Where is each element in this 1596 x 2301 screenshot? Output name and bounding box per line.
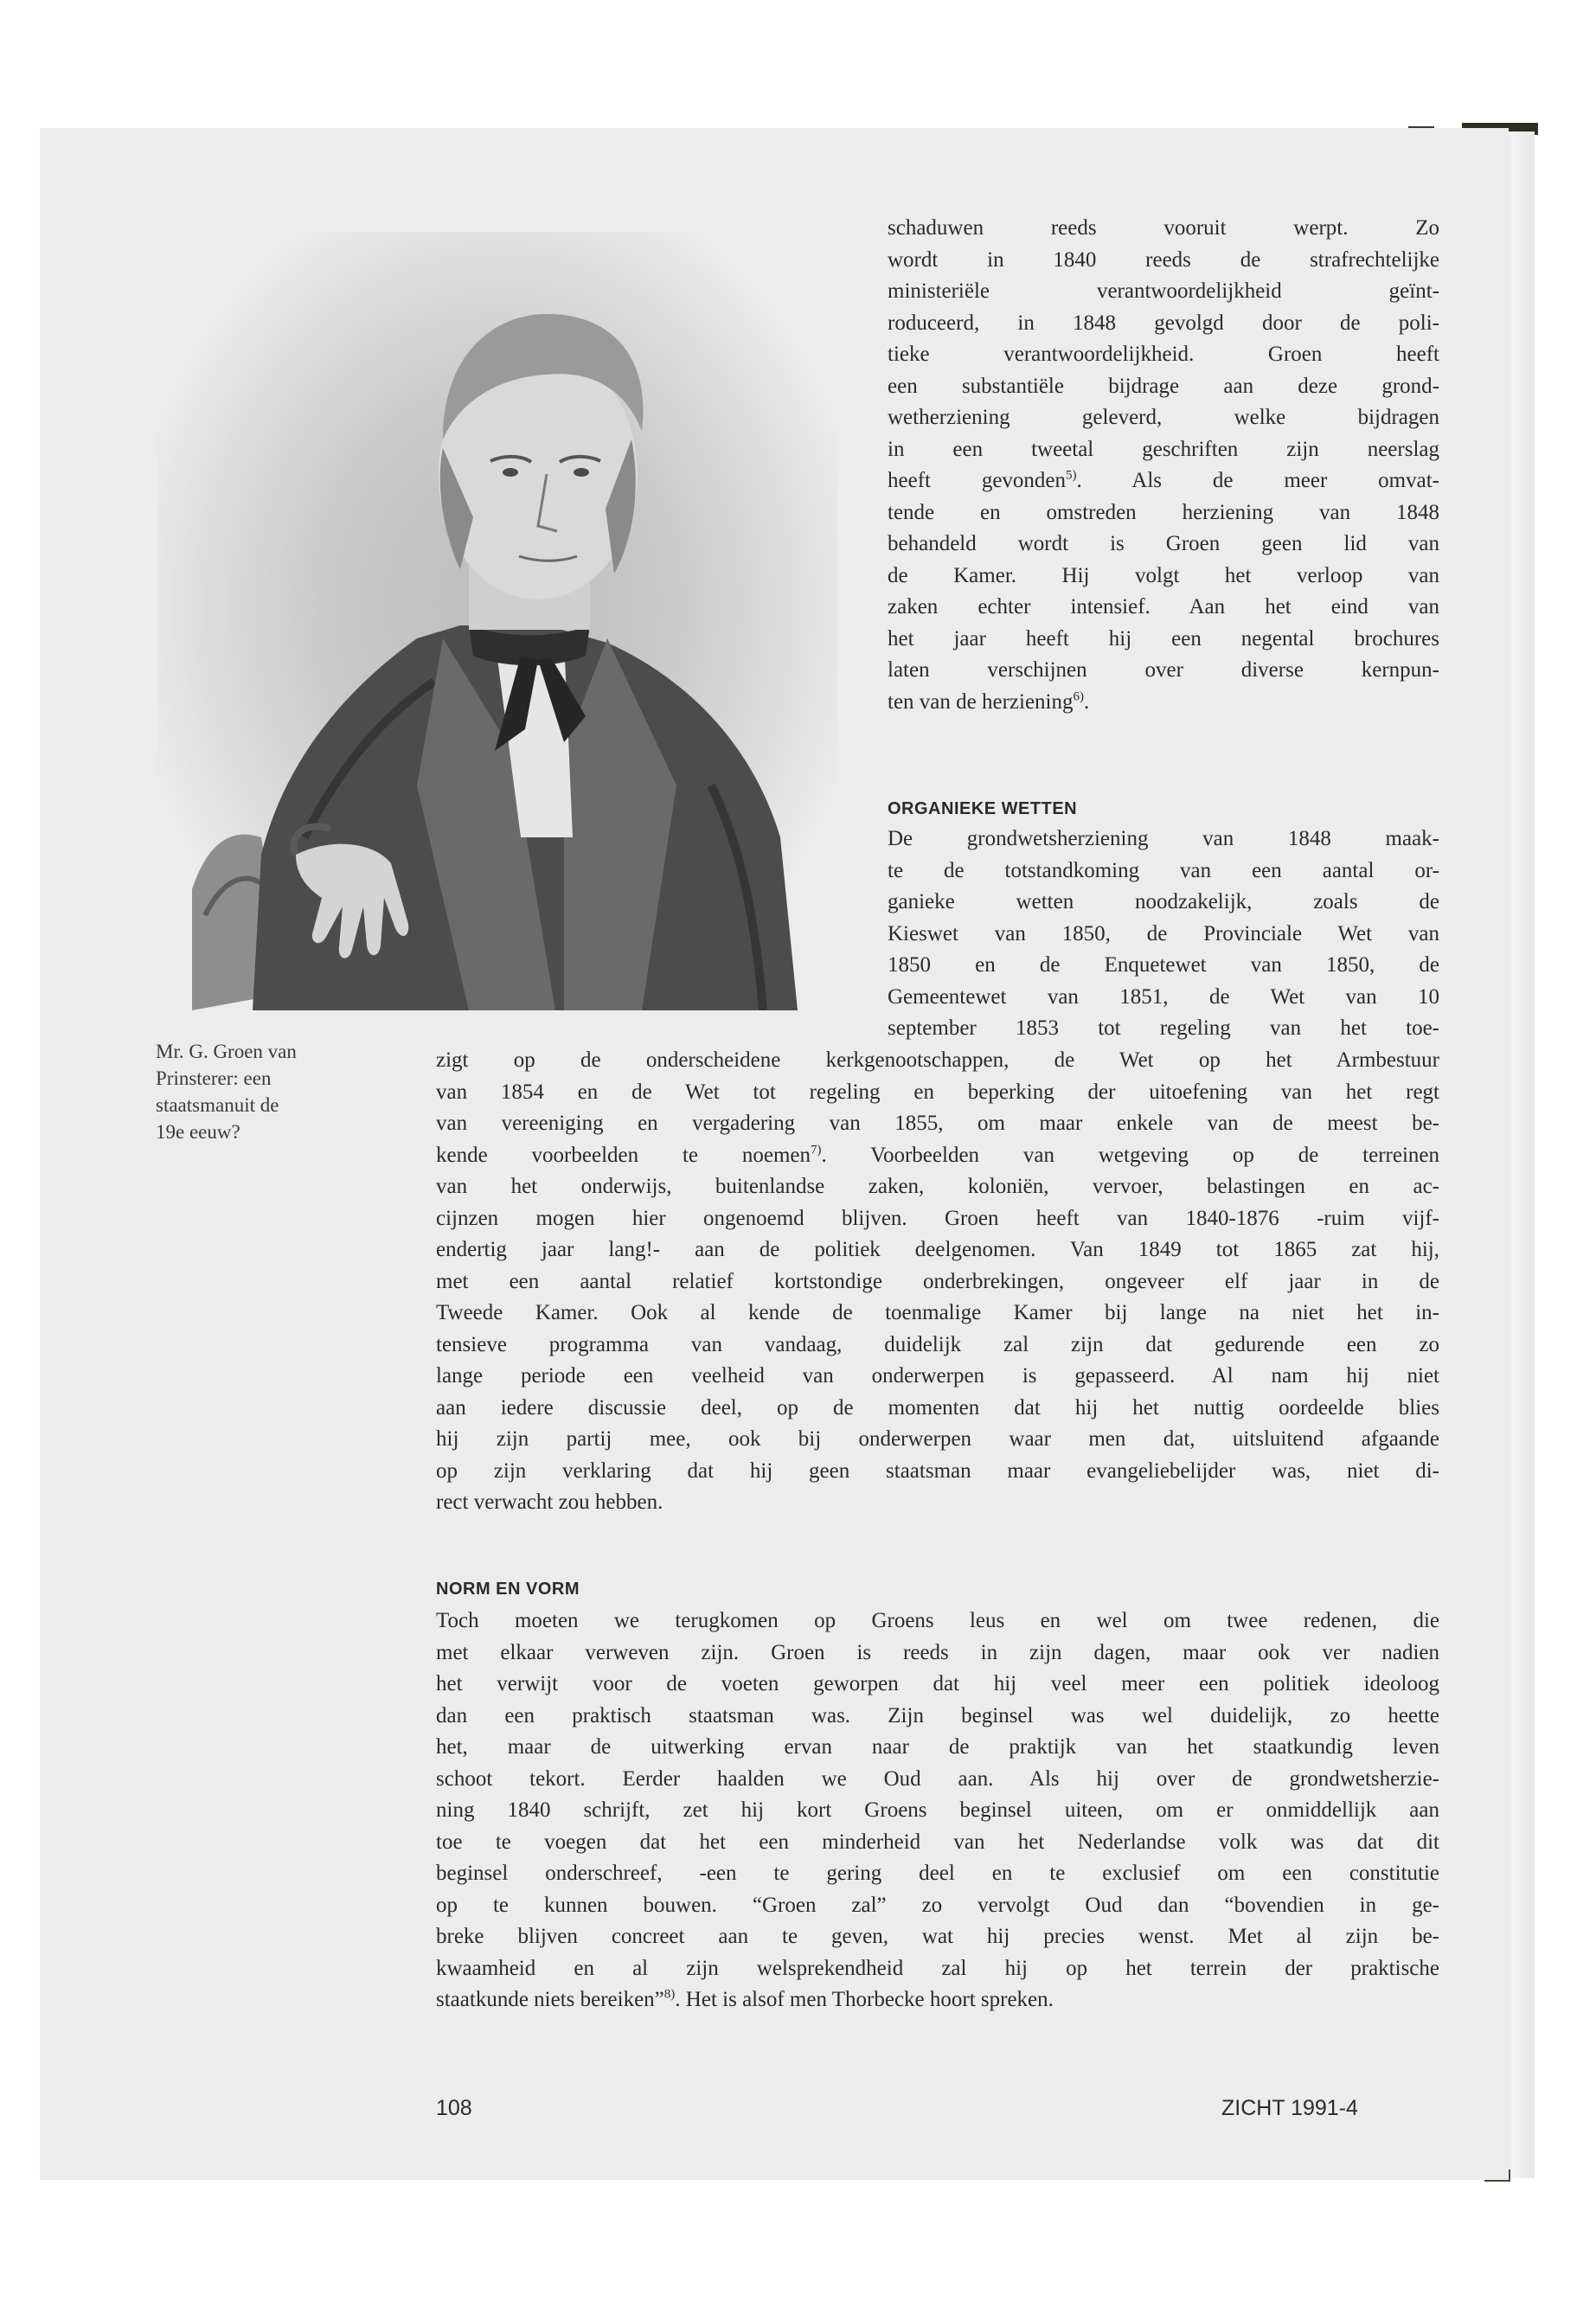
text-line [436, 1894, 1439, 1918]
text-line-content: lange periode een veelheid van onderwerpen is gepasseerd. Al nam hij niet [436, 1364, 1439, 1388]
text-line-content: een substantiële bijdrage aan deze grond- [888, 374, 1439, 398]
text-line-content: tieke verantwoordelijkheid. Groen heeft [888, 343, 1439, 366]
text-line [888, 343, 1439, 367]
text-line [888, 248, 1439, 272]
text-line-content: rect verwacht zou hebben. [436, 1490, 663, 1514]
text-line [436, 1427, 1439, 1452]
caption-line: staatsmanuit de [156, 1094, 279, 1116]
text-line [436, 1988, 1439, 2012]
text-line-content: tende en omstreden herziening van 1848 [888, 500, 1439, 524]
footnote-reference: 5) [1066, 468, 1077, 483]
text-line-content: schoot tekort. Eerder haalden we Oud aan. Als hij over de grondwetsherzie- [436, 1766, 1439, 1791]
text-line-content: september 1853 tot regeling van het toe- [888, 1016, 1439, 1040]
caption-line: Mr. G. Groen van [156, 1041, 297, 1062]
text-line [436, 1767, 1439, 1791]
text-line-content: dan een praktisch staatsman was. Zijn beginsel was wel duidelijk, zo heette [436, 1703, 1439, 1727]
text-line-continuation: . [1084, 689, 1090, 714]
text-line [888, 953, 1439, 977]
text-line [888, 469, 1439, 493]
text-line-content: aan iedere discussie deel, op de momenten dat hij het nuttig oordeelde blies [436, 1395, 1439, 1420]
text-line-content: het verwijt voor de voeten geworpen dat hij veel meer een politiek ideoloog [436, 1672, 1439, 1695]
text-line-content: hij zijn partij mee, ook bij onderwerpen waar men dat, uitsluitend afgaande [436, 1427, 1439, 1451]
text-line [888, 406, 1439, 430]
text-line-content: Gemeentewet van 1851, de Wet van 10 [888, 984, 1439, 1009]
text-line [436, 1112, 1439, 1136]
text-line [436, 1080, 1439, 1105]
text-line [436, 1798, 1439, 1823]
text-line-content: kwaamheid en al zijn welsprekendheid zal hij op het terrein der praktische [436, 1956, 1439, 1980]
text-line [888, 595, 1439, 619]
text-line [888, 438, 1439, 462]
text-line [436, 1490, 1439, 1515]
text-line [888, 827, 1439, 851]
text-line-content: Tweede Kamer. Ook al kende de toenmalige Kamer bij lange na niet het in- [436, 1301, 1439, 1324]
text-line [888, 532, 1439, 556]
caption-line: Prinsterer: een [156, 1067, 272, 1089]
text-line-continuation: . Het is alsof men Thorbecke hoort spreken. [675, 1988, 1054, 2011]
text-line [436, 1925, 1439, 1949]
text-line-content: kende voorbeelden te noemen [436, 1143, 811, 1167]
text-line [436, 1175, 1439, 1199]
text-line-content: beginsel onderschreef, -een te gering deel en te exclusief om een constitutie [436, 1862, 1439, 1885]
text-line-content: ganieke wetten noodzakelijk, zoals de [888, 890, 1439, 913]
text-line-content: De grondwetsherziening van 1848 maak- [888, 827, 1439, 850]
text-line [436, 1238, 1439, 1262]
text-line-content: het jaar heeft hij een negental brochures [888, 626, 1439, 651]
text-line-content: tensieve programma van vandaag, duidelijk zal zijn dat gedurende een zo [436, 1332, 1439, 1356]
text-line-content: ten van de herziening [888, 689, 1074, 714]
text-line [888, 279, 1439, 304]
text-line-content: breke blijven concreet aan te geven, wat hij precies wenst. Met al zijn be- [436, 1925, 1439, 1948]
text-line [888, 1016, 1439, 1041]
text-line-content: cijnzen mogen hier ongenoemd blijven. Groen heeft van 1840-1876 -ruim vijf- [436, 1206, 1439, 1230]
page-number: 108 [436, 2096, 472, 2120]
text-line-content: wordt in 1840 reeds de strafrechtelijke [888, 247, 1439, 272]
text-line-content: zaken echter intensief. Aan het eind van [888, 595, 1439, 619]
text-line-content: op te kunnen bouwen. “Groen zal” zo vervolgt Oud dan “bovendien in ge- [436, 1893, 1439, 1917]
text-line-content: het, maar de uitwerking ervan naar de praktijk van het staatkundig leven [436, 1735, 1439, 1759]
text-line [436, 1672, 1439, 1696]
text-line [436, 1704, 1439, 1728]
text-line [888, 311, 1439, 336]
caption-line: 19e eeuw? [156, 1121, 240, 1143]
text-line [888, 501, 1439, 525]
text-line-content: 1850 en de Enquetewet van 1850, de [888, 953, 1439, 977]
text-line [888, 627, 1439, 651]
text-line-content: laten verschijnen over diverse kernpun- [888, 658, 1439, 682]
text-line [436, 1957, 1439, 1981]
text-line [436, 1830, 1439, 1855]
text-line [436, 1735, 1439, 1759]
text-line-content: roduceerd, in 1848 gevolgd door de poli- [888, 311, 1439, 335]
footnote-reference: 6) [1073, 689, 1084, 704]
text-line-content: met elkaar verweven zijn. Groen is reeds in zijn dagen, maar ook ver nadien [436, 1640, 1439, 1664]
journal-footer: ZICHT 1991-4 [1221, 2096, 1358, 2120]
text-line-continuation: . Voorbeelden van wetgeving op de terreinen [821, 1143, 1439, 1167]
book-page [40, 128, 1509, 2180]
text-line-content: van vereeniging en vergadering van 1855, om maar enkele van de meest be- [436, 1112, 1439, 1135]
text-line-content: zigt op de onderscheidene kerkgenootschappen, de Wet op het Armbestuur [436, 1048, 1439, 1072]
text-line [436, 1609, 1439, 1633]
portrait-caption [156, 1038, 415, 1145]
text-line-content: Toch moeten we terugkomen op Groens leus en wel om twee redenen, die [436, 1609, 1439, 1632]
text-line [436, 1333, 1439, 1357]
text-line [888, 890, 1439, 914]
text-line [888, 922, 1439, 946]
text-line [436, 1364, 1439, 1388]
text-line-content: te de totstandkoming van een aantal or- [888, 858, 1439, 882]
portrait-engraving [157, 232, 837, 1010]
text-line-content: schaduwen reeds vooruit werpt. Zo [888, 216, 1439, 240]
text-line-content: behandeld wordt is Groen geen lid van [888, 532, 1439, 555]
text-line [436, 1144, 1439, 1168]
text-line [436, 1641, 1439, 1665]
text-line-content: van 1854 en de Wet tot regeling en beperking der uitoefening van het regt [436, 1080, 1439, 1104]
text-line [436, 1270, 1439, 1294]
text-line-content: ning 1840 schrijft, zet hij kort Groens beginsel uiteen, om er onmiddellijk aan [436, 1798, 1439, 1822]
text-line-content: de Kamer. Hij volgt het verloop van [888, 563, 1439, 587]
text-line-content: Kieswet van 1850, de Provinciale Wet van [888, 921, 1439, 945]
text-line [888, 216, 1439, 240]
text-line-content: ministeriële verantwoordelijkheid geïnt- [888, 279, 1439, 303]
section-heading-organieke-wetten: ORGANIEKE WETTEN [888, 799, 1078, 818]
footnote-reference: 8) [663, 1987, 676, 2002]
text-line-content: met een aantal relatief kortstondige onderbrekingen, ongeveer elf jaar in de [436, 1269, 1439, 1293]
text-line-content: heeft gevonden [888, 469, 1067, 492]
text-line-content: staatkunde niets bereiken” [436, 1988, 664, 2011]
text-line [436, 1862, 1439, 1886]
text-line [436, 1207, 1439, 1231]
text-line [888, 658, 1439, 683]
text-line [436, 1396, 1439, 1420]
text-line [436, 1301, 1439, 1325]
text-line-content: van het onderwijs, buitenlandse zaken, koloniën, vervoer, belastingen en ac- [436, 1175, 1439, 1198]
text-line-content: endertig jaar lang!- aan de politiek deelgenomen. Van 1849 tot 1865 zat hij, [436, 1238, 1439, 1261]
footnote-reference: 7) [811, 1143, 822, 1157]
text-line-content: toe te voegen dat het een minderheid van het Nederlandse volk was dat dit [436, 1830, 1439, 1854]
text-line-content: op zijn verklaring dat hij geen staatsman maar evangeliebelijder was, niet di- [436, 1458, 1439, 1483]
text-line-continuation: . Als de meer omvat- [1076, 469, 1439, 492]
text-line [888, 985, 1439, 1009]
text-line [888, 564, 1439, 588]
section-heading-norm-en-vorm: NORM EN VORM [436, 1580, 580, 1599]
text-line [888, 859, 1439, 883]
text-line [888, 690, 1439, 715]
text-line-content: in een tweetal geschriften zijn neerslag [888, 437, 1439, 461]
text-line [888, 375, 1439, 399]
text-line-content: wetherziening geleverd, welke bijdragen [888, 406, 1439, 429]
text-line [436, 1459, 1439, 1484]
text-line [436, 1048, 1439, 1073]
